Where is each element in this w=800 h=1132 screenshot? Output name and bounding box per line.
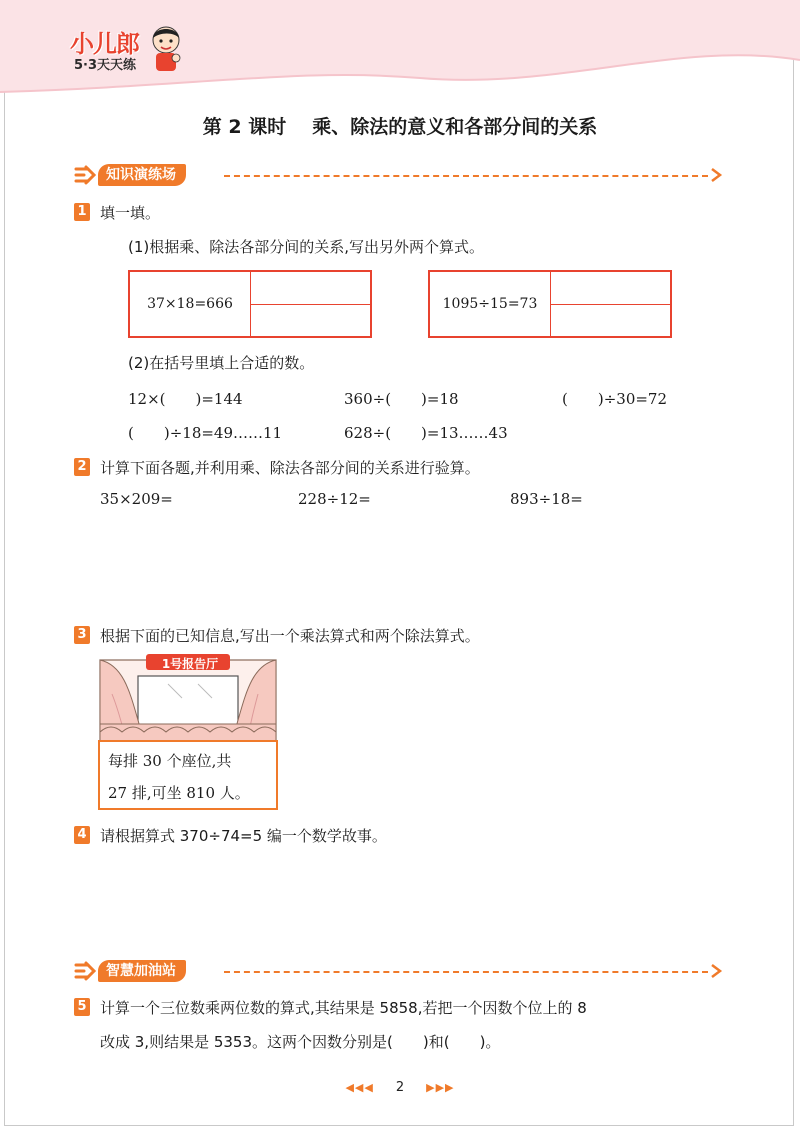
q1-part2: (2)在括号里填上合适的数。 <box>128 354 315 372</box>
brand-logo <box>70 24 190 84</box>
lesson-number: 第 2 课时 <box>202 116 287 138</box>
equation-box-1-divider <box>250 304 370 305</box>
mascot-boy-icon <box>148 24 184 76</box>
q5-line2: 改成 3,则结果是 5353。这两个因数分别是( )和( )。 <box>100 1033 501 1051</box>
question-number-4: 4 <box>74 826 90 844</box>
page-number: 2 <box>395 1080 405 1095</box>
q1-part1: (1)根据乘、除法各部分间的关系,写出另外两个算式。 <box>128 238 485 256</box>
q2-item3: 893÷18= <box>510 490 583 508</box>
section-tag-practice: 知识演练场 <box>98 164 186 186</box>
q1-row1-item1: 12×( )=144 <box>128 390 243 408</box>
equation-box-2-divider <box>550 304 670 305</box>
section-bar-practice <box>74 162 724 188</box>
hall-info-line2: 27 排,可坐 810 人。 <box>108 784 250 802</box>
q1-row2-item2: 628÷( )=13……43 <box>344 424 508 442</box>
page-footer <box>0 1080 800 1095</box>
hall-sign: 1号报告厅 <box>161 657 219 671</box>
next-arrows-icon: ▶▶▶ <box>426 1081 455 1094</box>
section-dash-line <box>224 175 708 177</box>
q4-label: 请根据算式 370÷74=5 编一个数学故事。 <box>100 827 387 845</box>
section-tag-wisdom: 智慧加油站 <box>98 960 186 982</box>
question-number-5: 5 <box>74 998 90 1016</box>
prev-arrows-icon: ◀◀◀ <box>345 1081 374 1094</box>
question-number-3: 3 <box>74 626 90 644</box>
chevron-right-icon <box>710 963 724 979</box>
q2-label: 计算下面各题,并利用乘、除法各部分间的关系进行验算。 <box>100 459 480 477</box>
q1-row1-item2: 360÷( )=18 <box>344 390 459 408</box>
lesson-topic: 乘、除法的意义和各部分间的关系 <box>312 116 598 138</box>
chevron-right-icon <box>710 167 724 183</box>
question-number-2: 2 <box>74 458 90 476</box>
q1-label: 填一填。 <box>100 204 161 222</box>
question-number-1: 1 <box>74 203 90 221</box>
q2-item2: 228÷12= <box>298 490 371 508</box>
section-dash-line <box>224 971 708 973</box>
page-title <box>0 112 800 139</box>
equation-box-1-given: 37×18=666 <box>130 272 251 336</box>
equation-box-1 <box>128 270 372 338</box>
section-bar-wisdom <box>74 958 724 984</box>
q1-row2-item1: ( )÷18=49……11 <box>128 424 283 442</box>
brand-name: 小儿郎 <box>70 30 139 58</box>
q3-label: 根据下面的已知信息,写出一个乘法算式和两个除法算式。 <box>100 627 480 645</box>
equation-box-2 <box>428 270 672 338</box>
hall-info-box <box>98 740 278 810</box>
q5-line1: 计算一个三位数乘两位数的算式,其结果是 5858,若把一个因数个位上的 8 <box>100 999 587 1017</box>
equation-box-2-given: 1095÷15=73 <box>430 272 551 336</box>
brand-subtitle: 5·3天天练 <box>74 58 137 73</box>
q2-item1: 35×209= <box>100 490 173 508</box>
q1-row1-item3: ( )÷30=72 <box>562 390 668 408</box>
hall-info-line1: 每排 30 个座位,共 <box>108 752 232 770</box>
